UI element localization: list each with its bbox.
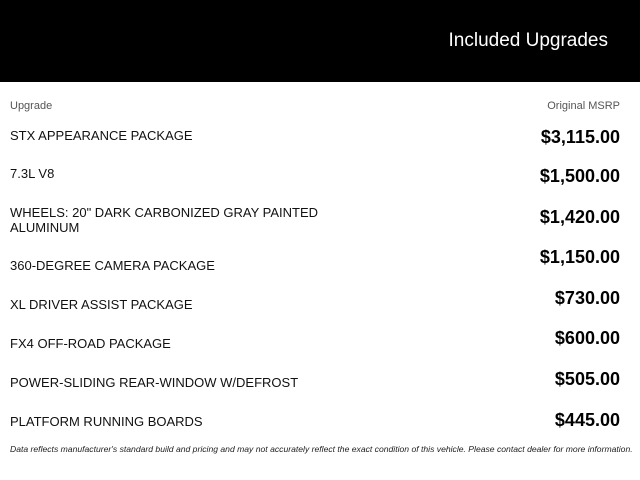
upgrade-name: 7.3L V8 [10, 166, 55, 181]
list-item [0, 288, 640, 328]
list-item [0, 127, 640, 167]
upgrade-price: $445.00 [554, 410, 620, 430]
column-header-msrp: Original MSRP [547, 100, 620, 112]
upgrade-name: WHEELS: 20" DARK CARBONIZED GRAY PAINTED ALUMINUM [10, 205, 319, 235]
upgrade-name: XL DRIVER ASSIST PACKAGE [10, 297, 193, 312]
upgrade-price: $1,420.00 [539, 207, 620, 227]
list-item [0, 328, 640, 368]
list-item [0, 205, 640, 245]
upgrade-price: $1,150.00 [539, 247, 620, 267]
disclaimer-text: Data reflects manufacturer's standard build and pricing and may not accurately reflect the exact condition of this vehicle. Please contact dealer for more information. [10, 444, 633, 454]
upgrade-price: $1,500.00 [539, 166, 620, 186]
upgrade-name: FX4 OFF-ROAD PACKAGE [10, 336, 171, 351]
upgrade-price: $600.00 [554, 328, 620, 348]
header-bar [0, 0, 640, 82]
upgrade-name: 360-DEGREE CAMERA PACKAGE [10, 258, 215, 273]
list-item [0, 247, 640, 287]
upgrade-name: POWER-SLIDING REAR-WINDOW W/DEFROST [10, 375, 299, 390]
list-item [0, 166, 640, 206]
list-item [0, 369, 640, 409]
upgrade-price: $505.00 [554, 369, 620, 389]
page-title: Included Upgrades [448, 30, 608, 51]
upgrade-price: $3,115.00 [540, 127, 620, 147]
column-header-upgrade: Upgrade [10, 100, 53, 112]
upgrade-name: PLATFORM RUNNING BOARDS [10, 414, 203, 429]
upgrade-price: $730.00 [554, 288, 620, 308]
upgrade-name: STX APPEARANCE PACKAGE [10, 128, 193, 143]
